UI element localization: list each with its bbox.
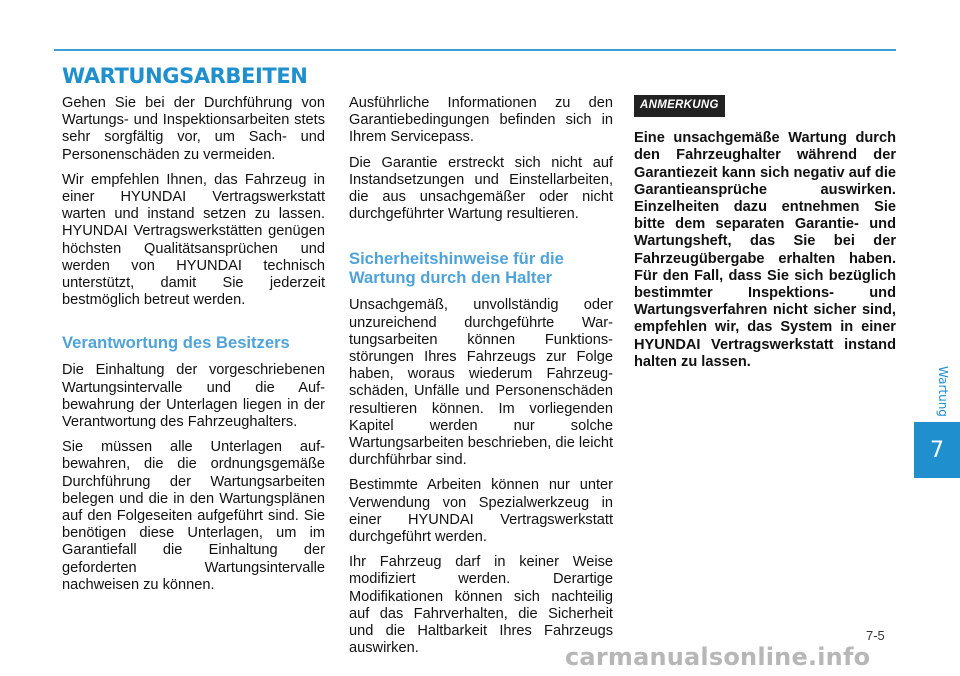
paragraph: Unsachgemäß, unvollständig oder unzureichend durchgeführte Wartungsarbeiten können Funktionsstörungen Ihres Fahrzeugs zur Folge haben, woraus wiederum Fahrzeugschäden, Unfälle und Personenschäden resultieren können. Im vorliegenden Kapitel werden nur solche Wartungsarbeiten beschrieben, die leicht durchführbar sind.: [349, 297, 613, 469]
paragraph: Ihr Fahrzeug darf in keiner Weise modifiziert werden. Derartige Modifikationen können sich nachteilig auf das Fahrverhalten, die Sicherheit und die Haltbarkeit Ihres Fahrzeugs auswirken.: [349, 554, 613, 657]
paragraph: Die Einhaltung der vorgeschriebenen Wartungsintervalle und die Aufbewahrung der Unterlagen liegen in der Verantwortung des Fahrzeughalters.: [62, 362, 325, 431]
chapter-side-label: Wartung: [936, 366, 950, 417]
chapter-tab: [914, 422, 960, 478]
section-heading-safety-notes: Sicherheitshinweise für die Wartung durch den Halter: [349, 249, 564, 288]
note-label-badge: ANMERKUNG: [634, 95, 725, 117]
watermark: carmanualsonline.info: [565, 643, 871, 671]
page-title: WARTUNGSARBEITEN: [62, 64, 308, 88]
paragraph: Ausführliche Informationen zu den Garantiebedingungen befinden sich in Ihrem Servicepass.: [349, 95, 613, 146]
paragraph: Sie müssen alle Unterlagen aufbewahren, die die ordnungsgemäße Durchführung der Wartungsarbeiten belegen und die in den Wartungsplänen auf den Folgeseiten aufgeführt sind. Sie benötigen diese Unterlagen, um im Garantiefall die Einhaltung der geforderten Wartungsintervalle nachweisen zu können.: [62, 439, 325, 593]
top-rule: [54, 49, 896, 51]
note-text: Eine unsachgemäße Wartung durch den Fahrzeughalter während der Garantiezeit kann sich negativ auf die Garantieansprüche auswirken. Einzelheiten dazu entnehmen Sie bitte dem separaten Garantie- und Wartungsheft, das Sie bei der Fahrzeugübergabe erhalten haben. Für den Fall, dass Sie sich bezüglich bestimmter Inspektions- und Wartungsverfahren nicht sicher sind, empfehlen wir, das System in einer HYUNDAI Vertragswerkstatt instand halten zu lassen.: [634, 130, 896, 370]
paragraph: Wir empfehlen Ihnen, das Fahrzeug in einer HYUNDAI Vertragswerkstatt warten und instand setzen zu lassen. HYUNDAI Vertragswerkstätten genügen höchsten Qualitätsansprüchen und werden von HYUNDAI technisch unterstützt, damit Sie jederzeit bestmöglich betreut werden.: [62, 171, 325, 309]
column-middle: [349, 95, 613, 665]
paragraph: Gehen Sie bei der Durchführung von Wartungs- und Inspektionsarbeiten stets sehr sorgfältig vor, um Sach- und Personenschäden zu vermeiden.: [62, 95, 325, 163]
page-number: 7-5: [866, 628, 885, 643]
column-right: [634, 95, 896, 379]
paragraph: Die Garantie erstreckt sich nicht auf Instandsetzungen und Einstellarbeiten, die aus unsachgemäßer oder nicht durchgeführter Wartung resultieren.: [349, 154, 613, 223]
column-left: [62, 95, 325, 602]
section-heading-owner-responsibility: Verantwortung des Besitzers: [62, 333, 290, 353]
paragraph: Bestimmte Arbeiten können nur unter Verwendung von Spezialwerkzeug in einer HYUNDAI Vertragswerkstatt durchgeführt werden.: [349, 477, 613, 546]
chapter-number: 7: [930, 437, 944, 463]
